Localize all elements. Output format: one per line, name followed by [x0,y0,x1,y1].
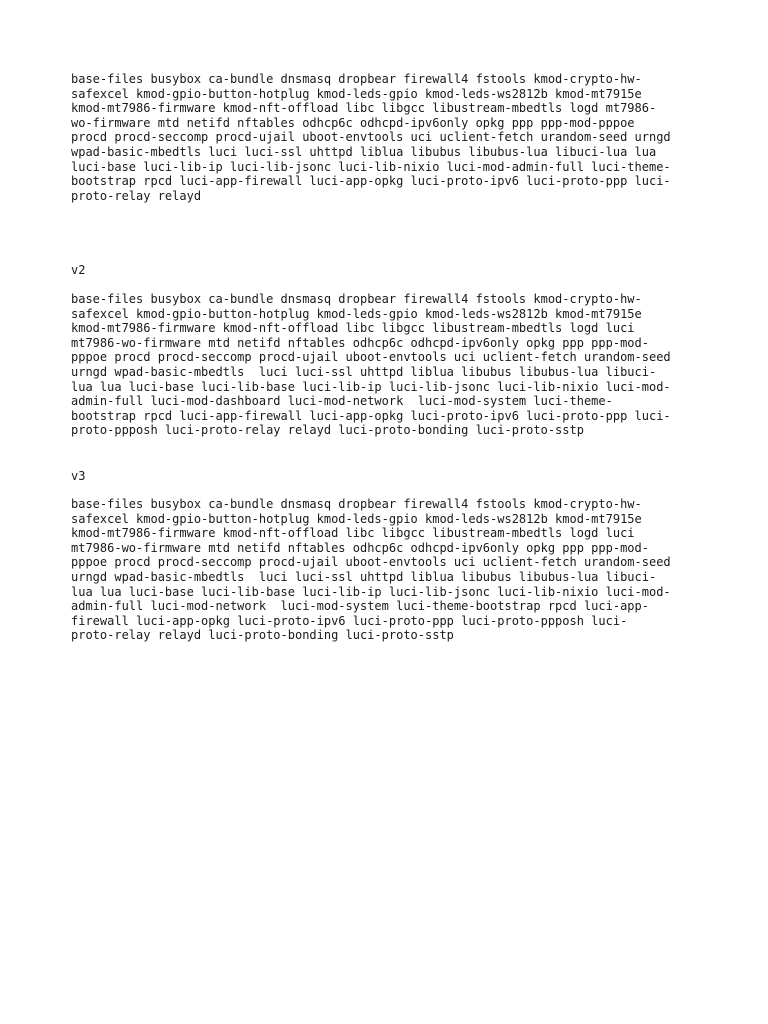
package-list-line: wo-firmware mtd netifd nftables odhcp6c odhcpd-ipv6only opkg ppp ppp-mod-pppoe [71,115,635,130]
package-list-line: kmod-mt7986-firmware kmod-nft-offload libc libgcc libustream-mbedtls logd luci [71,321,635,336]
package-list-line: pppoe procd procd-seccomp procd-ujail uboot-envtools uci uclient-fetch urandom-seed [71,555,671,570]
package-list-line: proto-relay relayd luci-proto-bonding luci-proto-sstp [71,628,454,643]
package-list-line: mt7986-wo-firmware mtd netifd nftables odhcp6c odhcpd-ipv6only opkg ppp ppp-mod- [71,335,649,350]
package-list-line: pppoe procd procd-seccomp procd-ujail uboot-envtools uci uclient-fetch urandom-seed [71,350,671,365]
package-list-line: kmod-mt7986-firmware kmod-nft-offload libc libgcc libustream-mbedtls logd luci [71,526,635,541]
package-list-line: urngd wpad-basic-mbedtls luci luci-ssl uhttpd liblua libubus libubus-lua libuci- [71,569,657,584]
package-list-line: luci-base luci-lib-ip luci-lib-jsonc luci-lib-nixio luci-mod-admin-full luci-theme- [71,159,671,174]
package-list-line: kmod-mt7986-firmware kmod-nft-offload libc libgcc libustream-mbedtls logd mt7986- [71,101,657,116]
package-list-line: safexcel kmod-gpio-button-hotplug kmod-leds-gpio kmod-leds-ws2812b kmod-mt7915e [71,511,642,526]
package-list-v1 [71,72,711,203]
package-list-line: admin-full luci-mod-network luci-mod-system luci-theme-bootstrap rpcd luci-app- [71,599,649,614]
package-list-line: bootstrap rpcd luci-app-firewall luci-app-opkg luci-proto-ipv6 luci-proto-ppp luci- [71,408,671,423]
package-list-line: base-files busybox ca-bundle dnsmasq dropbear firewall4 fstools kmod-crypto-hw- [71,72,642,86]
package-list-line: firewall luci-app-opkg luci-proto-ipv6 luci-proto-ppp luci-proto-ppposh luci- [71,613,628,628]
package-list-line: mt7986-wo-firmware mtd netifd nftables odhcp6c odhcpd-ipv6only opkg ppp ppp-mod- [71,540,649,555]
package-list-line: admin-full luci-mod-dashboard luci-mod-network luci-mod-system luci-theme- [71,394,613,409]
package-list-line: proto-relay relayd [71,188,202,203]
package-list-line: base-files busybox ca-bundle dnsmasq dropbear firewall4 fstools kmod-crypto-hw- [71,497,642,511]
package-list-line: proto-ppposh luci-proto-relay relayd luci-proto-bonding luci-proto-sstp [71,423,584,438]
package-list-line: bootstrap rpcd luci-app-firewall luci-app-opkg luci-proto-ipv6 luci-proto-ppp luci- [71,174,671,189]
package-list-line: lua lua luci-base luci-lib-base luci-lib-ip luci-lib-jsonc luci-lib-nixio luci-mod- [71,379,671,394]
package-list-line: lua lua luci-base luci-lib-base luci-lib-ip luci-lib-jsonc luci-lib-nixio luci-mod- [71,584,671,599]
package-list-line: procd procd-seccomp procd-ujail uboot-envtools uci uclient-fetch urandom-seed urngd [71,130,671,145]
section-heading-v3: v3 [71,469,86,483]
package-list-line: safexcel kmod-gpio-button-hotplug kmod-leds-gpio kmod-leds-ws2812b kmod-mt7915e [71,86,642,101]
package-list-v3 [71,497,711,643]
section-heading-v2: v2 [71,263,86,277]
package-list-line: safexcel kmod-gpio-button-hotplug kmod-leds-gpio kmod-leds-ws2812b kmod-mt7915e [71,306,642,321]
package-list-v2 [71,292,711,438]
package-list-line: base-files busybox ca-bundle dnsmasq dropbear firewall4 fstools kmod-crypto-hw- [71,292,642,306]
package-list-line: wpad-basic-mbedtls luci luci-ssl uhttpd liblua libubus libubus-lua libuci-lua lua [71,144,657,159]
package-list-line: urngd wpad-basic-mbedtls luci luci-ssl uhttpd liblua libubus libubus-lua libuci- [71,364,657,379]
